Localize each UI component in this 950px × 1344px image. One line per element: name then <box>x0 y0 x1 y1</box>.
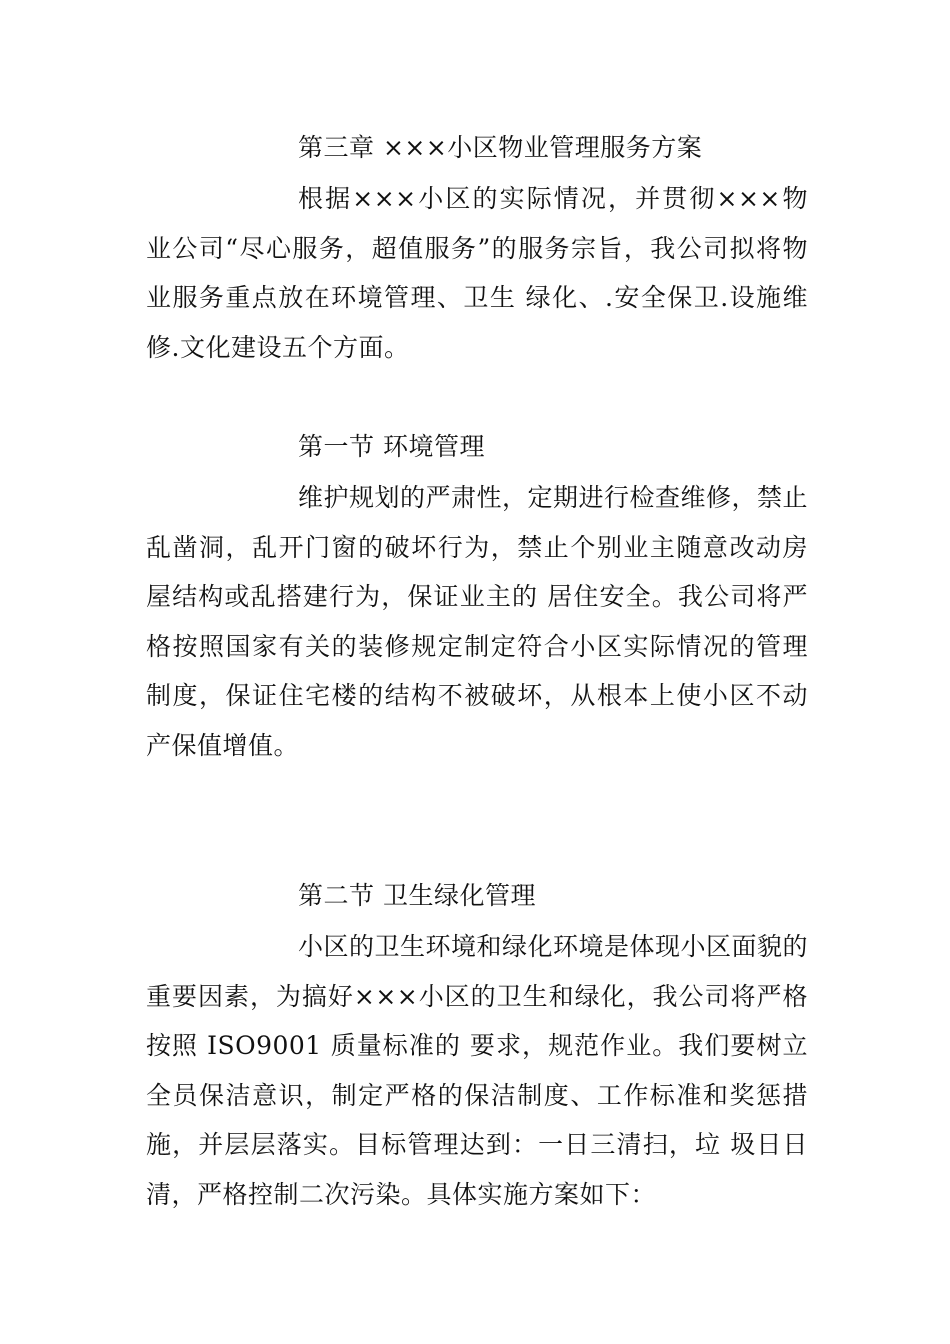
section-paragraph-environment: 维护规划的严肃性，定期进行检查维修，禁止乱凿洞，乱开门窗的破坏行为，禁止个别业主随意改动房屋结构或乱搭建行为，保证业主的 居住安全。我公司将严格按照国家有关的装修规定制定符合小区实际情况的管理制度，保证住宅楼的结构不被破坏，从根本上使小区不动 产保值增值。 <box>146 483 809 760</box>
section-paragraph-sanitation-greening: 小区的卫生环境和绿化环境是体现小区面貌的重要因素，为搞好×××小区的卫生和绿化，我公司将严格按照 ISO9001 质量标准的 要求，规范作业。我们要树立全员保洁意识，制定严格的保洁制度、工作标准和奖惩措施，并层层落实。目标管理达到：一日三清扫，垃 圾日日清，严格控制二次污染。具体实施方案如下： <box>146 932 809 1209</box>
section-title-environment: 第一节 环境管理 <box>298 432 485 461</box>
chapter-title: 第三章 ×××小区物业管理服务方案 <box>298 133 703 162</box>
section-title-sanitation-greening: 第二节 卫生绿化管理 <box>298 881 536 910</box>
intro-paragraph: 根据×××小区的实际情况，并贯彻×××物业公司“尽心服务，超值服务”的服务宗旨，我公司拟将物业服务重点放在环境管理、卫生 绿化、.安全保卫.设施维修.文化建设五个方面。 <box>146 184 808 362</box>
